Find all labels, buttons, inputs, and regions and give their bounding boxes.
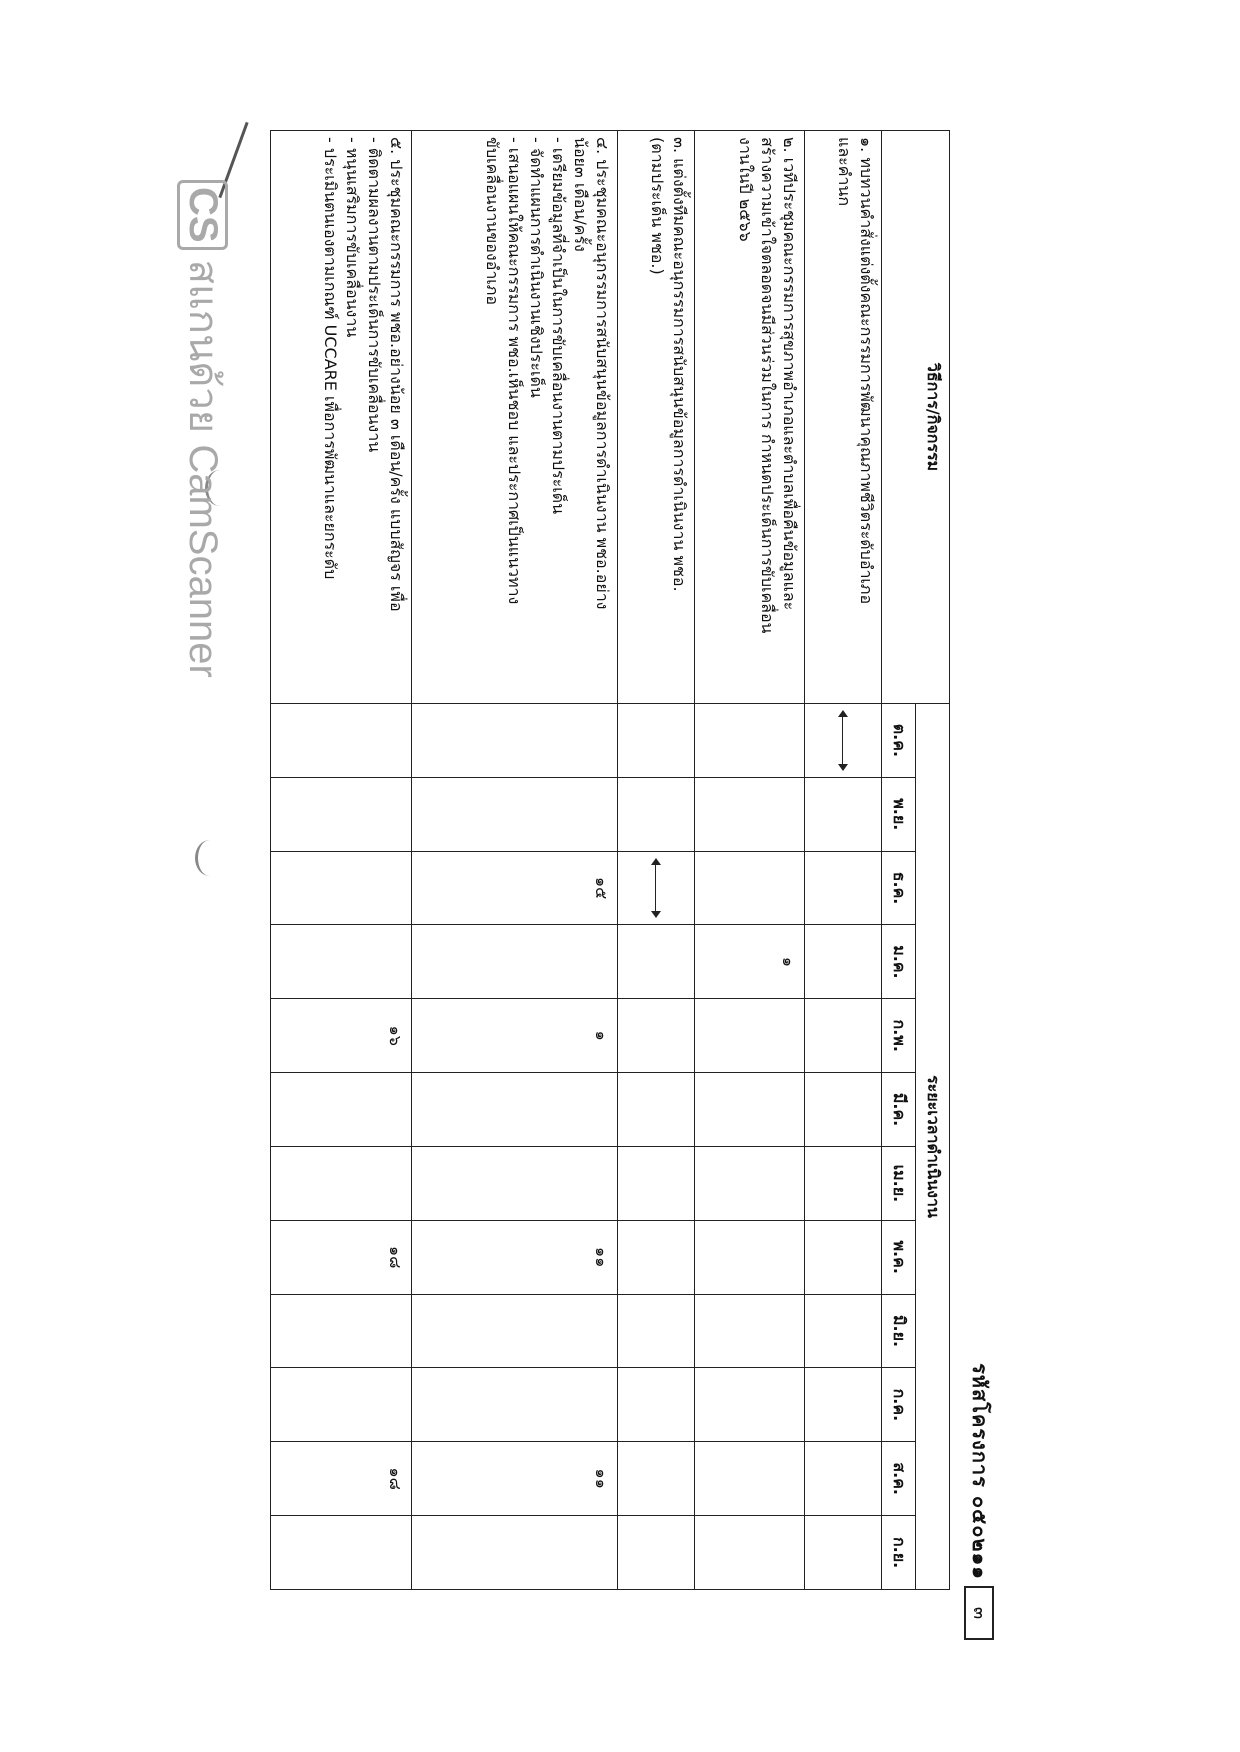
schedule-cell xyxy=(412,704,618,778)
schedule-cell xyxy=(412,999,618,1073)
page-number: ๓ xyxy=(964,1586,994,1640)
schedule-cell xyxy=(618,1220,695,1294)
schedule-cell xyxy=(271,1146,412,1220)
schedule-cell xyxy=(412,1442,618,1516)
activity-line: ๔. ประชุมคณะอนุกรรมการสนับสนุนข้อมูลการดำเนินงาน พชอ.อย่าง xyxy=(593,137,613,610)
activity-line: น้อย๓ เดือน/ครั้ง xyxy=(571,137,591,252)
schedule-cell xyxy=(695,851,804,925)
activity-cell xyxy=(271,131,412,704)
schedule-cell xyxy=(271,999,412,1073)
schedule-cell xyxy=(618,1294,695,1368)
schedule-cell xyxy=(618,851,695,925)
schedule-value: ๑ xyxy=(592,1030,612,1041)
schedule-value: ๑ xyxy=(778,956,798,967)
schedule-cell xyxy=(618,925,695,999)
double-arrow-icon xyxy=(655,860,656,917)
schedule-cell xyxy=(804,777,881,851)
schedule-cell xyxy=(695,1294,804,1368)
schedule-value: ๑๘ xyxy=(386,1245,406,1269)
period-header: ระยะเวลาดำเนินงาน xyxy=(916,704,950,1590)
activity-cell xyxy=(695,131,804,704)
rotated-document xyxy=(280,130,992,1620)
schedule-cell xyxy=(695,1368,804,1442)
schedule-cell xyxy=(412,777,618,851)
schedule-cell xyxy=(695,1516,804,1590)
table-row xyxy=(271,131,412,1590)
schedule-cell xyxy=(695,1442,804,1516)
schedule-cell xyxy=(804,851,881,925)
schedule-cell xyxy=(695,999,804,1073)
activity-plan-table xyxy=(270,130,950,1590)
schedule-cell xyxy=(412,851,618,925)
activity-line: - หนุนเสริมการขับเคลื่อนงาน xyxy=(343,137,363,338)
schedule-cell xyxy=(804,999,881,1073)
activity-cell xyxy=(412,131,618,704)
schedule-cell xyxy=(695,925,804,999)
schedule-value: ๑๘ xyxy=(386,1467,406,1490)
table-row xyxy=(804,131,881,1590)
punch-hole xyxy=(195,840,224,876)
schedule-cell xyxy=(804,1220,881,1294)
schedule-cell xyxy=(271,1073,412,1147)
schedule-cell xyxy=(618,1516,695,1590)
schedule-cell xyxy=(804,1516,881,1590)
activity-line: งานในปี ๒๕๖๖ xyxy=(735,137,755,242)
schedule-cell xyxy=(271,851,412,925)
schedule-cell xyxy=(412,1220,618,1294)
activity-cell xyxy=(804,131,881,704)
month-header: ก.ย. xyxy=(882,1516,916,1590)
activity-line: (ตามประเด็น พชอ.) xyxy=(648,137,668,275)
schedule-cell xyxy=(618,1368,695,1442)
schedule-value: ๑๕ xyxy=(592,876,612,900)
month-header: พ.ค. xyxy=(882,1220,916,1294)
camscanner-watermark xyxy=(172,180,236,678)
schedule-cell xyxy=(271,704,412,778)
double-arrow-icon xyxy=(842,712,843,769)
schedule-cell xyxy=(271,777,412,851)
schedule-cell xyxy=(804,1442,881,1516)
activity-line: - เสนอแผนให้คณะกรรมการ พชอ.เห็นชอบ และประกาศเป็นแนวทาง xyxy=(505,137,525,605)
month-header: ต.ค. xyxy=(882,704,916,778)
schedule-cell xyxy=(804,704,881,778)
schedule-cell xyxy=(271,1368,412,1442)
schedule-cell xyxy=(271,925,412,999)
schedule-cell xyxy=(618,777,695,851)
activity-line: ๓. แต่งตั้งทีมคณะอนุกรรมการสนับสนุนข้อมูลการดำเนินงาน พชอ. xyxy=(670,137,690,592)
schedule-cell xyxy=(695,777,804,851)
activity-line: - จัดทำแผนการดำเนินงานเชิงประเด็น xyxy=(527,137,547,398)
month-header: ก.ค. xyxy=(882,1368,916,1442)
plan-body xyxy=(271,131,882,1590)
month-header: มิ.ย. xyxy=(882,1294,916,1368)
month-header: ก.พ. xyxy=(882,999,916,1073)
camscanner-logo: CS xyxy=(177,180,228,250)
month-header: มี.ค. xyxy=(882,1073,916,1147)
schedule-cell xyxy=(271,1220,412,1294)
schedule-cell xyxy=(271,1294,412,1368)
activity-line: และคำนก xyxy=(835,137,854,207)
activity-line: ๕. ประชุมคณะกรรมการ พชอ.อย่างน้อย ๓ เดือน/ครั้ง แบบสัญจร เพื่อ xyxy=(387,137,407,612)
schedule-cell xyxy=(271,1516,412,1590)
activity-line: - เตรียมข้อมูลที่จำเป็นในการขับเคลื่อนงานตามประเด็น xyxy=(549,137,569,515)
schedule-value: ๑๑ xyxy=(592,1468,612,1489)
schedule-cell xyxy=(412,1516,618,1590)
activity-line: สร้างความเข้าใจตลอดจนมีส่วนร่วมในการ กำหนดประเด็นการขับเคลื่อน xyxy=(757,137,777,634)
watermark-text: สแกนด้วย CamScanner xyxy=(181,259,225,678)
schedule-cell xyxy=(804,1146,881,1220)
project-code: รหัสโครงการ ๐๕๐๒๑๑ xyxy=(968,1363,992,1580)
schedule-cell xyxy=(412,1294,618,1368)
schedule-cell xyxy=(695,1220,804,1294)
schedule-cell xyxy=(804,1368,881,1442)
activity-cell xyxy=(618,131,695,704)
month-header: พ.ย. xyxy=(882,777,916,851)
month-header: เม.ย. xyxy=(882,1146,916,1220)
schedule-cell xyxy=(804,1294,881,1368)
table-row xyxy=(695,131,804,1590)
schedule-cell xyxy=(804,1073,881,1147)
schedule-cell xyxy=(412,1073,618,1147)
schedule-cell xyxy=(412,1146,618,1220)
schedule-cell xyxy=(412,925,618,999)
schedule-cell xyxy=(271,1442,412,1516)
activity-line: ๑. ทบทวนคำสั่งแต่งตั้งคณะกรรมการพัฒนาคุณภาพชีวิตระดับอำเภอ xyxy=(857,137,876,605)
month-header: ธ.ค. xyxy=(882,851,916,925)
activity-header: วิธีการ/กิจกรรม xyxy=(882,131,950,704)
schedule-value: ๑๖ xyxy=(386,1025,406,1046)
month-header: ม.ค. xyxy=(882,925,916,999)
schedule-cell xyxy=(618,999,695,1073)
schedule-value: ๑๑ xyxy=(592,1247,612,1268)
schedule-cell xyxy=(695,1073,804,1147)
schedule-cell xyxy=(618,1146,695,1220)
activity-line: ขับเคลื่อนงานของอำเภอ xyxy=(483,137,503,305)
table-row xyxy=(618,131,695,1590)
schedule-cell xyxy=(618,704,695,778)
schedule-cell xyxy=(695,1146,804,1220)
schedule-cell xyxy=(618,1073,695,1147)
activity-line: - ติดตามผลงานตามประเด็นการขับเคลื่อนงาน xyxy=(365,137,385,453)
table-row xyxy=(412,131,618,1590)
schedule-cell xyxy=(695,704,804,778)
schedule-cell xyxy=(618,1442,695,1516)
activity-line: - ประเมินตนเองตามเกณฑ์ UCCARE เพื่อการพัฒนาและยกระดับ xyxy=(321,137,341,580)
schedule-cell xyxy=(412,1368,618,1442)
activity-line: ๒. เวทีประชุมคณะกรรมการสุขภาพอำเภอและตำบลเพื่อคืนข้อมูลและ xyxy=(779,137,799,611)
month-header: ส.ค. xyxy=(882,1442,916,1516)
schedule-cell xyxy=(804,925,881,999)
